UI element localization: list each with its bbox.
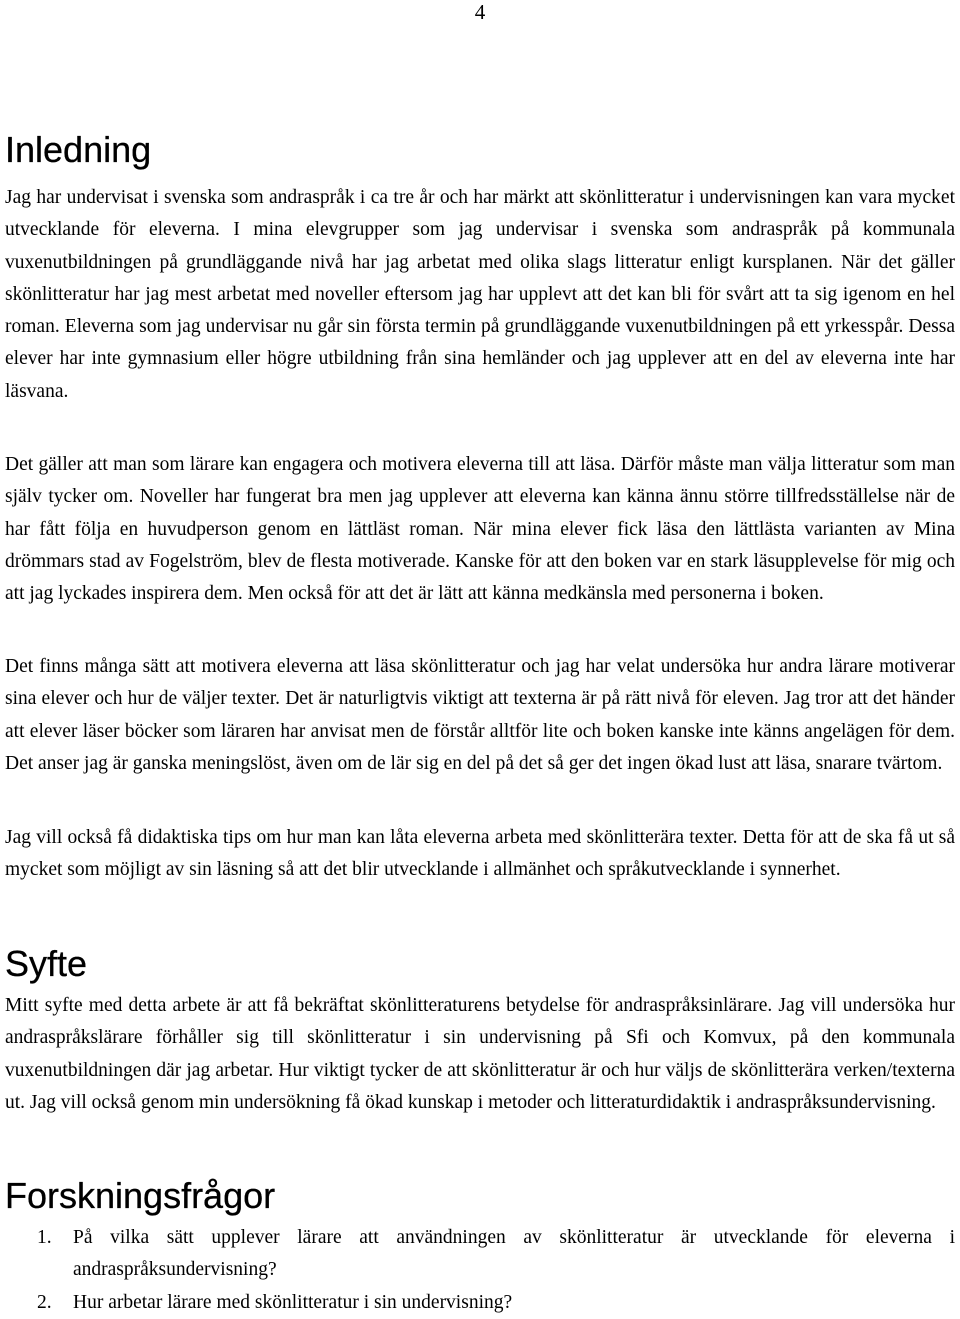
list-item xyxy=(5,1222,955,1287)
research-questions-list xyxy=(5,1222,955,1319)
heading-inledning: Inledning xyxy=(5,129,152,170)
list-item-number: 1. xyxy=(37,1227,52,1248)
paragraph-text: Mitt syfte med detta arbete är att få bekräftat skönlitteraturens betydelse för andraspråksinlärare. Jag vill undersöka hur andraspråkslärare förhåller sig till skönlitteratur i sin undervisning på Sfi och Komvux, på den kommunala vuxenutbildningen där jag arbetar. Hur viktigt tycker de att skönlitteratur är och hur väljs de skönlitterära verken/texterna ut. Jag vill också genom min undersökning få ökad kunskap i metoder och litteraturdidaktik i andraspråksundervisning. xyxy=(5,995,955,1113)
inledning-paragraph-3 xyxy=(5,651,955,780)
syfte-paragraph xyxy=(5,990,955,1119)
heading-syfte: Syfte xyxy=(5,943,88,984)
list-item xyxy=(5,1287,955,1319)
heading-forskningsfragor: Forskningsfrågor xyxy=(5,1175,276,1216)
inledning-paragraph-4 xyxy=(5,822,955,887)
page-number: 4 xyxy=(474,0,486,24)
inledning-paragraph-1 xyxy=(5,182,955,408)
paragraph-text: Jag har undervisat i svenska som andraspråk i ca tre år och har märkt att skönlitteratur i undervisningen kan vara mycket utvecklande för eleverna. I mina elevgrupper som jag undervisar i svenska som andraspråk på kommunala vuxenutbildningen på grundläggande nivå har jag arbetat med olika slags litteratur enligt kursplanen. När det gäller skönlitteratur har jag mest arbetat med noveller eftersom jag har upplevt att det kan bli för svårt att ta sig igenom en hel roman. Eleverna som jag undervisar nu går sin första termin på grundläggande vuxenutbildningen på ett yrkesspår. Dessa elever har inte gymnasium eller högre utbildning från sina hemländer och jag upplever att en del av eleverna inte har läsvana. xyxy=(5,187,955,402)
paragraph-text: Jag vill också få didaktiska tips om hur man kan låta eleverna arbeta med skönlitterära texter. Detta för att de ska få ut så mycket som möjligt av sin läsning så att det blir utvecklande i allmänhet och språkutvecklande i synnerhet. xyxy=(5,827,955,881)
paragraph-text: Det gäller att man som lärare kan engagera och motivera eleverna till att läsa. Därför måste man välja litteratur som man själv tycker om. Noveller har fungerat bra men jag upplever att eleverna kan känna ännu större tillfredsställelse när de har fått följa en huvudperson genom en lättläst roman. När mina elever fick läsa den lättlästa varianten av Mina drömmars stad av Fogelström, blev de flesta motiverade. Kanske för att den boken var en stark läsupplevelse för mig och att jag lyckades inspirera dem. Men också för att det är lätt att känna medkänsla med personerna i boken. xyxy=(5,454,955,605)
list-item-number: 2. xyxy=(37,1291,52,1313)
list-item-text: Hur arbetar lärare med skönlitteratur i sin undervisning? xyxy=(73,1291,513,1313)
list-item-text: På vilka sätt upplever lärare att användningen av skönlitteratur är utvecklande för eleverna i andraspråksundervisning? xyxy=(73,1227,955,1281)
paragraph-text: Det finns många sätt att motivera eleverna att läsa skönlitteratur och jag har velat undersöka hur andra lärare motiverar sina elever och hur de väljer texter. Det är naturligtvis viktigt att texterna är på rätt nivå för eleven. Jag tror att det händer att elever läser böcker som läraren har anvisat men de förstår alltför lite och boken kanske inte känns angelägen för dem. Det anser jag är ganska meningslöst, även om de lär sig en del på det så ger det ingen ökad lust att läsa, snarare tvärtom. xyxy=(5,656,955,774)
inledning-paragraph-2 xyxy=(5,449,955,610)
